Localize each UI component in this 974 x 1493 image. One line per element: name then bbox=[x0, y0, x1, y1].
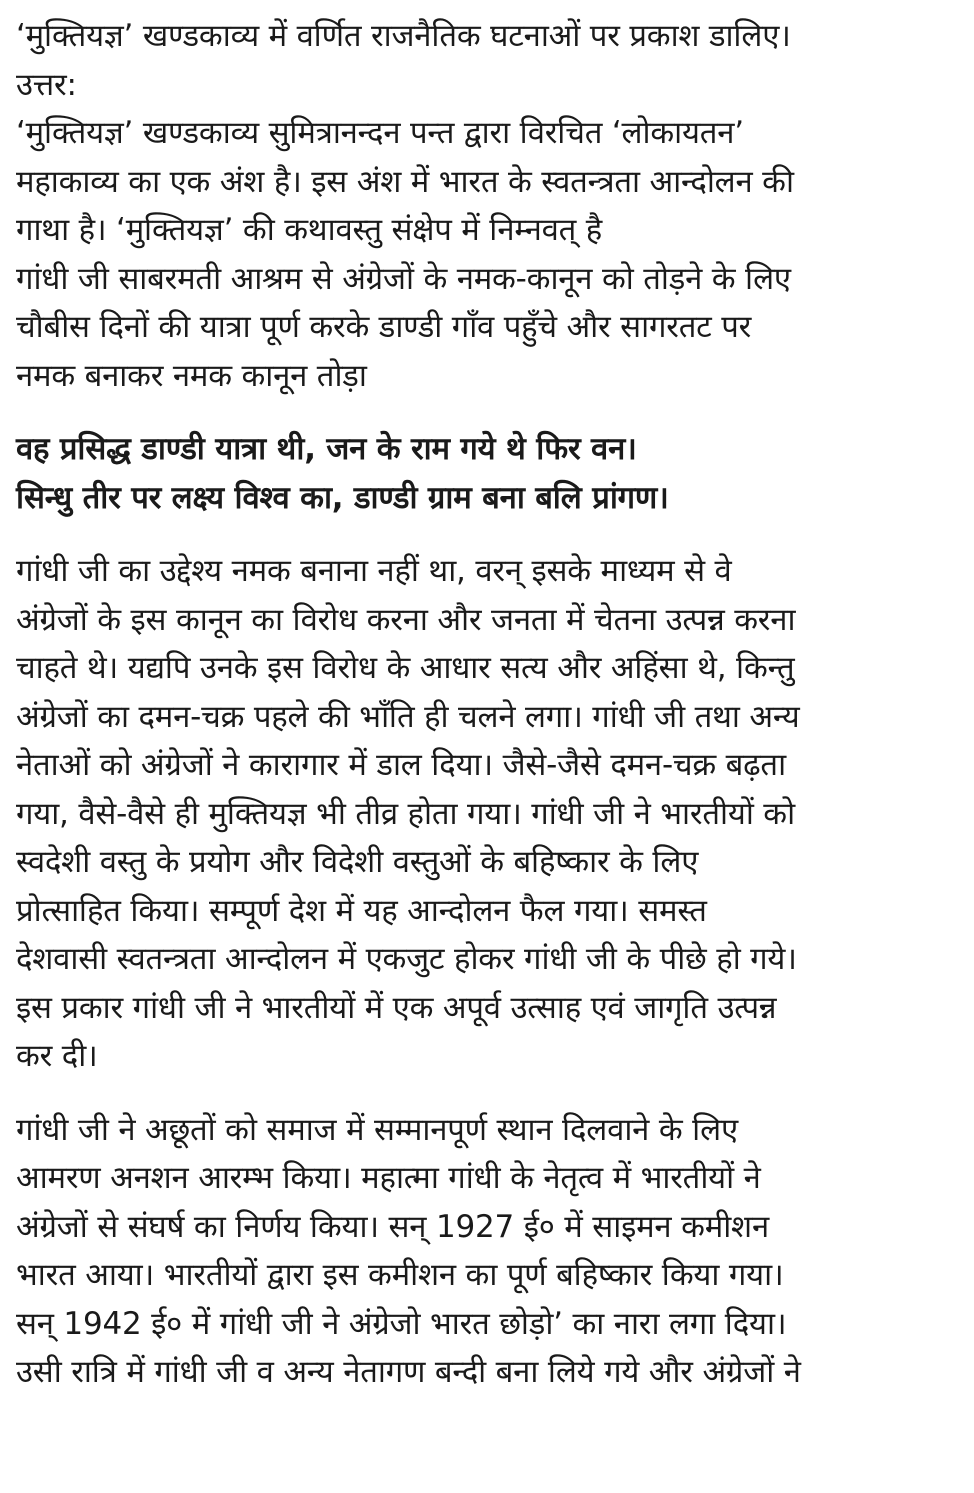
paragraph-line: उसी रात्रि में गांधी जी व अन्य नेतागण बन्दी बना लिये गये और अंग्रेजों ने bbox=[16, 1354, 801, 1390]
question-text: ‘मुक्तियज्ञ’ खण्डकाव्य में वर्णित राजनैतिक घटनाओं पर प्रकाश डालिए। bbox=[16, 18, 791, 54]
paragraph-line: नमक बनाकर नमक कानून तोड़ा bbox=[16, 357, 367, 394]
paragraph-3 bbox=[16, 1106, 960, 1397]
intro-paragraph bbox=[16, 109, 960, 400]
verse-line: सिन्धु तीर पर लक्ष्य विश्व का, डाण्डी ग्राम बना बलि प्रांगण। bbox=[16, 479, 669, 516]
paragraph-line: आमरण अनशन आरम्भ किया। महात्मा गांधी के नेतृत्व में भारतीयों ने bbox=[16, 1160, 761, 1196]
paragraph-line: गांधी जी का उद्देश्य नमक बनाना नहीं था, वरन् इसके माध्यम से वे bbox=[16, 553, 732, 589]
paragraph-line: इस प्रकार गांधी जी ने भारतीयों में एक अपूर्व उत्साह एवं जागृति उत्पन्न bbox=[16, 989, 777, 1026]
paragraph-line: सन् 1942 ई० में गांधी जी ने अंग्रेजो भारत छोड़ो’ का नारा लगा दिया। bbox=[16, 1305, 787, 1342]
paragraph-line: नेताओं को अंग्रेजों ने कारागार में डाल दिया। जैसे-जैसे दमन-चक्र बढ़ता bbox=[16, 747, 786, 783]
verse-block bbox=[16, 425, 960, 522]
paragraph-line: ‘मुक्तियज्ञ’ खण्डकाव्य सुमित्रानन्दन पन्त द्वारा विरचित ‘लोकायतन’ bbox=[16, 115, 744, 151]
paragraph-line: अंग्रेजों का दमन-चक्र पहले की भाँति ही चलने लगा। गांधी जी तथा अन्य bbox=[16, 698, 800, 735]
paragraph-line: कर दी। bbox=[16, 1038, 98, 1074]
paragraph-line: प्रोत्साहित किया। सम्पूर्ण देश में यह आन्दोलन फैल गया। समस्त bbox=[16, 892, 707, 929]
paragraph-line: गाथा है। ‘मुक्तियज्ञ’ की कथावस्तु संक्षेप में निम्नवत् है bbox=[16, 212, 603, 248]
verse-line: वह प्रसिद्ध डाण्डी यात्रा थी, जन के राम गये थे फिर वन। bbox=[16, 431, 637, 467]
paragraph-line: स्वदेशी वस्तु के प्रयोग और विदेशी वस्तुओं के बहिष्कार के लिए bbox=[16, 844, 699, 880]
spacer bbox=[16, 400, 960, 425]
paragraph-line: चौबीस दिनों की यात्रा पूर्ण करके डाण्डी गाँव पहुँचे और सागरतट पर bbox=[16, 309, 752, 345]
paragraph-line: महाकाव्य का एक अंश है। इस अंश में भारत के स्वतन्त्रता आन्दोलन की bbox=[16, 163, 794, 200]
paragraph-line: गया, वैसे-वैसे ही मुक्तियज्ञ भी तीव्र होता गया। गांधी जी ने भारतीयों को bbox=[16, 795, 795, 832]
spacer bbox=[16, 1081, 960, 1106]
paragraph-2 bbox=[16, 547, 960, 1081]
paragraph-line: देशवासी स्वतन्त्रता आन्दोलन में एकजुट होकर गांधी जी के पीछे हो गये। bbox=[16, 941, 797, 977]
paragraph-line: चाहते थे। यद्यपि उनके इस विरोध के आधार सत्य और अहिंसा थे, किन्तु bbox=[16, 650, 795, 686]
paragraph-line: गांधी जी ने अछूतों को समाज में सम्मानपूर्ण स्थान दिलवाने के लिए bbox=[16, 1111, 738, 1148]
paragraph-line: भारत आया। भारतीयों द्वारा इस कमीशन का पूर्ण बहिष्कार किया गया। bbox=[16, 1257, 784, 1293]
paragraph-line: अंग्रेजों से संघर्ष का निर्णय किया। सन् 1927 ई० में साइमन कमीशन bbox=[16, 1208, 769, 1245]
answer-label: उत्तर: bbox=[16, 66, 77, 103]
paragraph-line: अंग्रेजों के इस कानून का विरोध करना और जनता में चेतना उत्पन्न करना bbox=[16, 601, 796, 638]
spacer bbox=[16, 522, 960, 547]
question-block bbox=[16, 12, 960, 109]
paragraph-line: गांधी जी साबरमती आश्रम से अंग्रेजों के नमक-कानून को तोड़ने के लिए bbox=[16, 260, 791, 297]
